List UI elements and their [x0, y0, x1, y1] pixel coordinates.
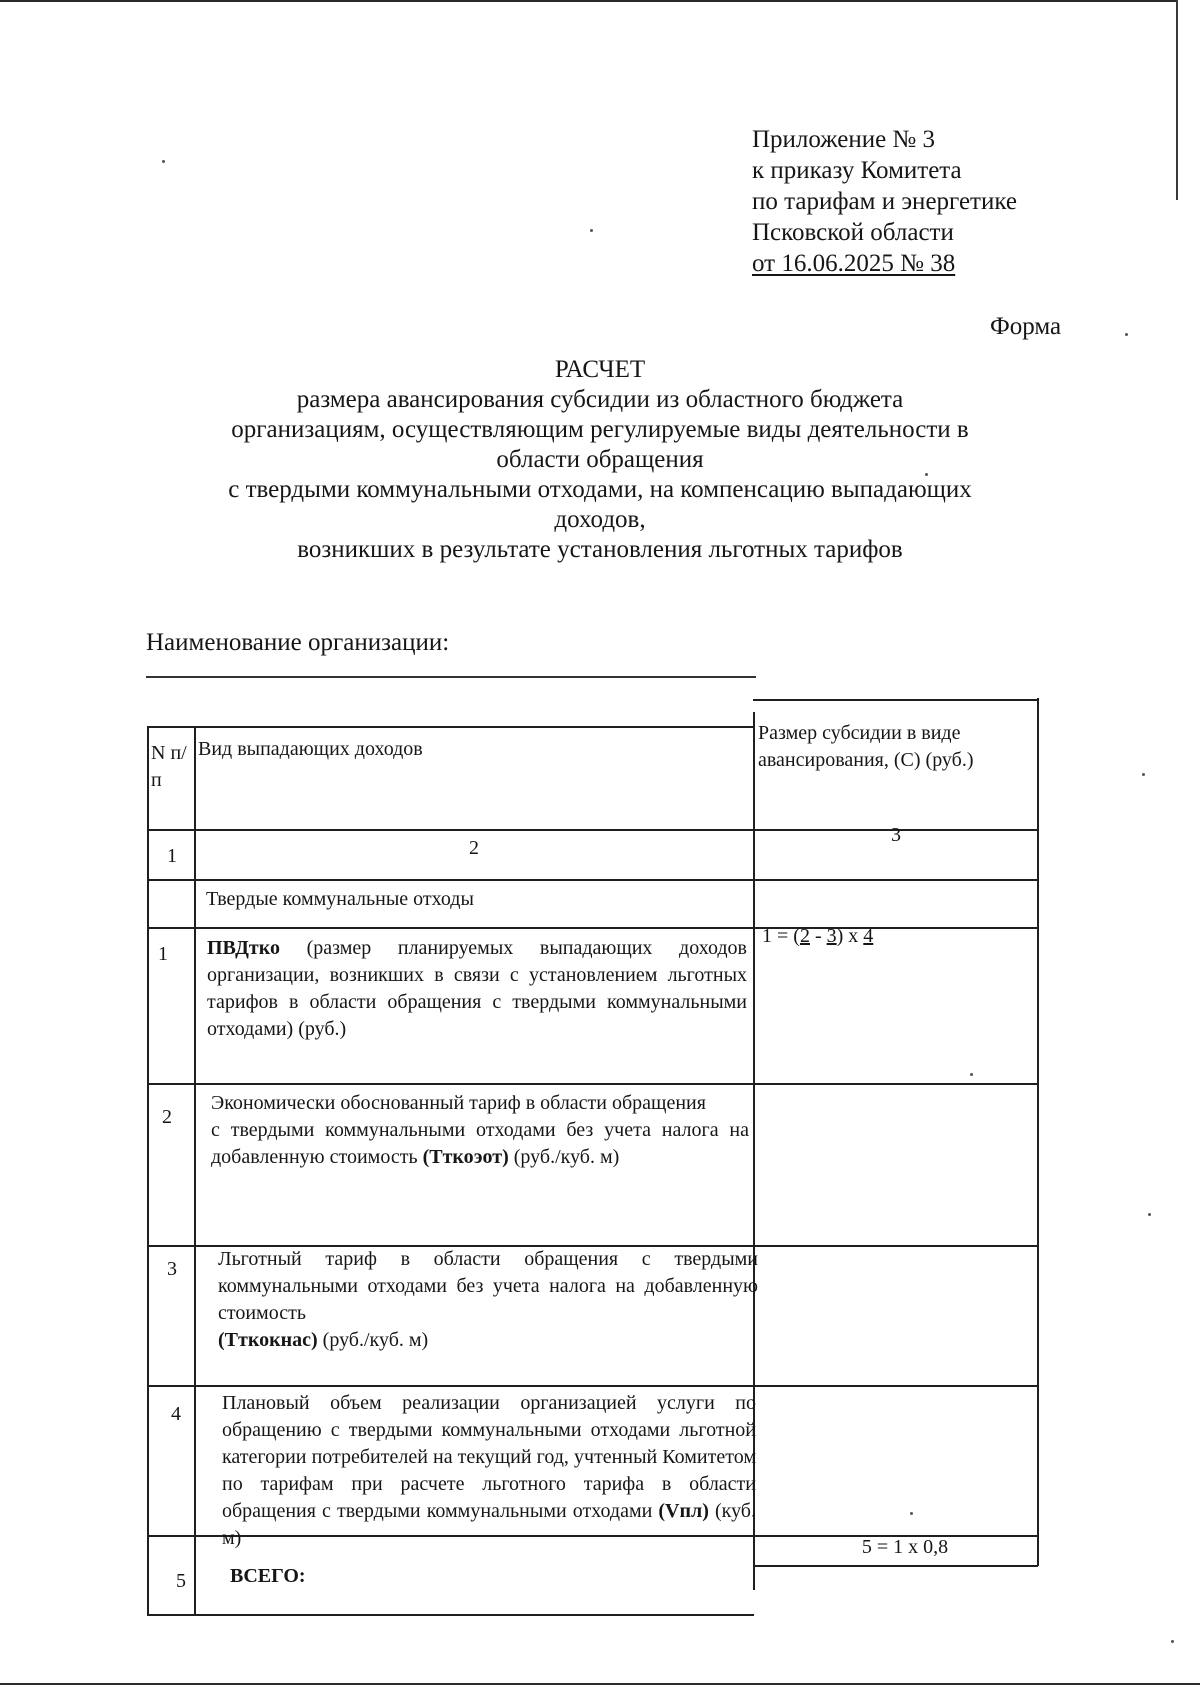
table-line-after-row-3	[147, 1385, 1038, 1387]
row-1-formula-part: 1 = (	[762, 925, 800, 947]
row-4-num: 4	[171, 1403, 181, 1425]
header-num: N п/п	[151, 742, 187, 791]
org-name-blank-line	[146, 676, 756, 678]
table-border-left	[147, 728, 149, 1616]
heading-title: РАСЧЕТ	[554, 356, 646, 383]
annex-line-2: к приказу Комитета	[752, 157, 962, 184]
row-4-text: Плановый объем реализации организацией услуги по обращению с твердыми коммунальными отходами льготной категории потребителей на текущий год, учтенный Комитетом по тарифам при расчете льготного тарифа в области обращения с твердыми коммунальными отходами	[222, 1392, 756, 1522]
numbering-col-2: 2	[469, 837, 479, 859]
heading-line-3: области обращения	[496, 446, 704, 473]
section-title: Твердые коммунальные отходы	[206, 888, 474, 910]
row-2-abbrev: (Тткоэот)	[422, 1146, 509, 1168]
table-border-top-right	[753, 699, 1038, 701]
row-1-formula	[762, 923, 1032, 950]
row-2-text-b: с твердыми коммунальными отходами без учета налога на добавленную стоимость	[211, 1119, 749, 1168]
scan-speck	[1148, 1213, 1151, 1216]
row-5-total-label: ВСЕГО:	[230, 1565, 306, 1587]
org-name-label: Наименование организации:	[146, 629, 450, 656]
heading-line-2: организациям, осуществляющим регулируемые виды деятельности в	[231, 416, 969, 443]
form-label: Форма	[990, 313, 1062, 340]
table-border-bottom-right	[753, 1565, 1038, 1567]
table-border-bottom-left	[147, 1614, 754, 1616]
annex-order-date: от 16.06.2025 № 38	[752, 250, 956, 277]
scan-speck	[1125, 333, 1128, 336]
numbering-col-3: 3	[891, 824, 901, 846]
table-line-after-numbering	[147, 879, 1038, 881]
annex-line-1: Приложение № 3	[752, 126, 936, 153]
row-4-unit: (куб. м)	[222, 1500, 756, 1549]
row-1-formula-part: ) x	[836, 925, 864, 947]
row-3-text-a: Льготный тариф в области обращения с твердыми коммунальными отходами без учета налога на добавленную стоимость	[218, 1248, 758, 1324]
row-3-unit: (руб./куб. м)	[317, 1329, 429, 1351]
row-3-description	[218, 1246, 758, 1354]
row-1-text: (размер планируемых выпадающих доходов организации, возникших в связи с установлением льготных тарифов в области обращения с твердыми коммунальными отходами) (руб.)	[207, 937, 747, 1040]
scan-speck	[970, 1073, 973, 1076]
row-1-formula-part: -	[809, 925, 827, 947]
scan-speck	[925, 473, 928, 476]
scan-speck	[1171, 1640, 1174, 1643]
scan-edge-bottom	[0, 1683, 1200, 1685]
row-4-abbrev: (Vпл)	[658, 1500, 709, 1522]
row-2-description	[211, 1090, 749, 1171]
row-1-formula-ref-3: 3	[826, 925, 837, 947]
row-4-description	[222, 1390, 756, 1552]
row-1-description	[207, 935, 747, 1043]
row-2-num: 2	[162, 1106, 172, 1128]
scan-speck	[162, 160, 165, 163]
heading-line-5: доходов,	[554, 506, 646, 533]
document-heading	[160, 355, 1040, 565]
header-kind: Вид выпадающих доходов	[198, 738, 423, 760]
annex-line-3: по тарифам и энергетике	[752, 188, 1017, 215]
table-line-after-row-1	[147, 1083, 1038, 1085]
row-5-formula: 5 = 1 x 0,8	[861, 1536, 949, 1558]
scan-speck	[590, 229, 593, 232]
scan-speck	[1142, 773, 1145, 776]
header-amount: Размер субсидии в виде авансирования, (С) (руб.)	[758, 722, 974, 771]
scan-edge-top	[0, 0, 1178, 2]
row-2-unit: (руб./куб. м)	[508, 1146, 620, 1168]
annex-line-4: Псковской области	[752, 219, 954, 246]
scan-edge-right	[1176, 0, 1178, 200]
row-1-formula-ref-4: 4	[863, 925, 874, 947]
annex-block	[752, 124, 1017, 279]
row-5-num: 5	[176, 1570, 186, 1592]
numbering-col-1: 1	[167, 845, 177, 867]
scan-speck	[910, 1512, 913, 1515]
row-1-num: 1	[158, 943, 168, 965]
row-2-text-a: Экономически обоснованный тариф в области обращения	[211, 1092, 706, 1114]
row-1-formula-ref-2: 2	[799, 925, 810, 947]
row-3-abbrev: (Тткокнас)	[218, 1329, 318, 1351]
heading-line-6: возникших в результате установления льготных тарифов	[297, 536, 903, 563]
table-col-divider-1	[194, 728, 196, 1616]
row-3-num: 3	[167, 1258, 177, 1280]
table-border-top-left	[147, 726, 754, 728]
heading-line-4: с твердыми коммунальными отходами, на компенсацию выпадающих	[228, 476, 972, 503]
heading-line-1: размера авансирования субсидии из областного бюджета	[296, 386, 904, 413]
row-1-abbrev: ПВДтко	[207, 937, 280, 959]
